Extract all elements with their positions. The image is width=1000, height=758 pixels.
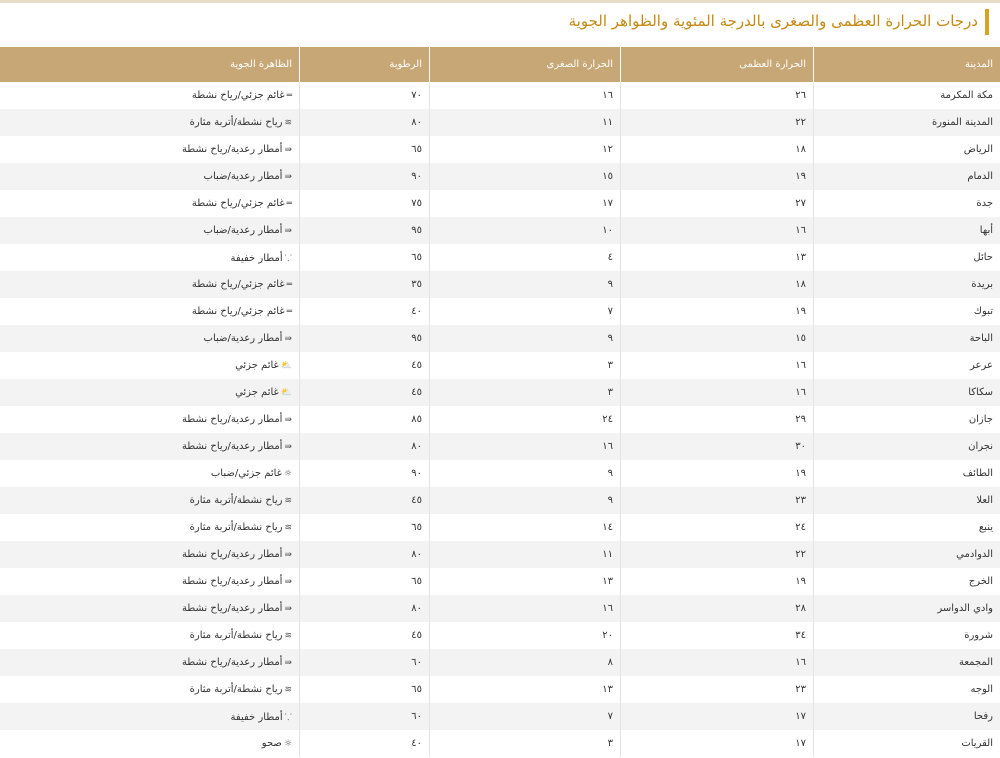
- city-cell: أبها: [813, 217, 1000, 244]
- city-cell: ينبع: [813, 514, 1000, 541]
- humidity-cell: ٦٥: [299, 676, 429, 703]
- max-temp-cell: ١٣: [620, 244, 813, 271]
- weather-cell: [0, 352, 299, 379]
- table-row: [0, 136, 1000, 163]
- min-temp-cell: ١٥: [429, 163, 620, 190]
- table-row: [0, 190, 1000, 217]
- table-row: [0, 271, 1000, 298]
- max-temp-cell: ٢٨: [620, 595, 813, 622]
- weather-text: أمطار رعدية/رياح نشطة: [181, 144, 283, 155]
- weather-text: غائم جزئي/رياح نشطة: [191, 198, 285, 209]
- rain-drops-icon: ⸪: [284, 254, 292, 264]
- min-temp-cell: ٤: [429, 244, 620, 271]
- humidity-cell: ٤٥: [299, 379, 429, 406]
- weather-text: أمطار رعدية/رياح نشطة: [181, 603, 283, 614]
- storm-wind-icon: ⇛: [284, 226, 292, 236]
- max-temp-cell: ١٧: [620, 730, 813, 757]
- weather-text: غائم جزئي: [235, 360, 279, 371]
- weather-cell: [0, 190, 299, 217]
- city-cell: العلا: [813, 487, 1000, 514]
- table-header-row: [0, 47, 1000, 82]
- sun-cloud-icon: ⛅: [280, 361, 292, 371]
- weather-text: أمطار رعدية/رياح نشطة: [181, 441, 283, 452]
- wind-lines-icon: ═: [286, 199, 292, 209]
- weather-cell: [0, 244, 299, 271]
- weather-cell: [0, 217, 299, 244]
- city-cell: الدمام: [813, 163, 1000, 190]
- max-temp-cell: ١٩: [620, 298, 813, 325]
- min-temp-cell: ١٦: [429, 433, 620, 460]
- max-temp-cell: ٢٢: [620, 109, 813, 136]
- city-cell: سكاكا: [813, 379, 1000, 406]
- max-temp-cell: ١٦: [620, 379, 813, 406]
- humidity-cell: ٤٥: [299, 622, 429, 649]
- min-temp-cell: ١٦: [429, 82, 620, 109]
- city-cell: حائل: [813, 244, 1000, 271]
- min-temp-cell: ٨: [429, 649, 620, 676]
- weather-cell: [0, 325, 299, 352]
- max-temp-cell: ١٦: [620, 352, 813, 379]
- max-temp-cell: ١٩: [620, 460, 813, 487]
- table-row: [0, 379, 1000, 406]
- column-header-max-temp: الحرارة العظمى: [620, 47, 813, 82]
- page-title: درجات الحرارة العظمى والصغرى بالدرجة المئوية والظواهر الجوية: [568, 12, 978, 30]
- min-temp-cell: ٣: [429, 379, 620, 406]
- page-header: [0, 0, 1000, 47]
- table-row: [0, 703, 1000, 730]
- dust-wind-icon: ≋: [284, 496, 292, 506]
- max-temp-cell: ٢٩: [620, 406, 813, 433]
- min-temp-cell: ٧: [429, 298, 620, 325]
- humidity-cell: ٦٠: [299, 703, 429, 730]
- city-cell: جازان: [813, 406, 1000, 433]
- min-temp-cell: ١١: [429, 541, 620, 568]
- weather-text: أمطار رعدية/ضباب: [203, 333, 283, 344]
- table-row: [0, 460, 1000, 487]
- storm-wind-icon: ⇛: [284, 172, 292, 182]
- weather-cell: [0, 730, 299, 757]
- city-cell: رفحا: [813, 703, 1000, 730]
- city-cell: القريات: [813, 730, 1000, 757]
- city-cell: وادي الدواسر: [813, 595, 1000, 622]
- max-temp-cell: ٢٣: [620, 487, 813, 514]
- max-temp-cell: ٢٦: [620, 82, 813, 109]
- min-temp-cell: ٣: [429, 730, 620, 757]
- humidity-cell: ٤٠: [299, 298, 429, 325]
- humidity-cell: ٨٥: [299, 406, 429, 433]
- humidity-cell: ٩٠: [299, 460, 429, 487]
- weather-cell: [0, 541, 299, 568]
- max-temp-cell: ٣٤: [620, 622, 813, 649]
- dust-wind-icon: ≋: [284, 118, 292, 128]
- weather-text: رياح نشطة/أتربة مثارة: [189, 684, 283, 695]
- humidity-cell: ٦٠: [299, 649, 429, 676]
- weather-cell: [0, 298, 299, 325]
- sun-icon: ☼: [283, 739, 292, 749]
- humidity-cell: ٨٠: [299, 541, 429, 568]
- humidity-cell: ٨٠: [299, 595, 429, 622]
- max-temp-cell: ٢٧: [620, 190, 813, 217]
- weather-text: أمطار رعدية/رياح نشطة: [181, 414, 283, 425]
- city-cell: بريدة: [813, 271, 1000, 298]
- column-header-humidity: الرطوبة: [299, 47, 429, 82]
- weather-cell: [0, 163, 299, 190]
- weather-table: [0, 47, 1000, 757]
- weather-text: غائم جزئي/رياح نشطة: [191, 279, 285, 290]
- table-row: [0, 622, 1000, 649]
- table-row: [0, 298, 1000, 325]
- humidity-cell: ٤٠: [299, 730, 429, 757]
- max-temp-cell: ١٩: [620, 163, 813, 190]
- humidity-cell: ٤٥: [299, 352, 429, 379]
- storm-wind-icon: ⇛: [284, 415, 292, 425]
- storm-wind-icon: ⇛: [284, 442, 292, 452]
- table-row: [0, 676, 1000, 703]
- min-temp-cell: ١٤: [429, 514, 620, 541]
- column-header-weather: الظاهرة الجوية: [0, 47, 299, 82]
- table-row: [0, 541, 1000, 568]
- city-cell: الوجه: [813, 676, 1000, 703]
- weather-cell: [0, 676, 299, 703]
- weather-text: رياح نشطة/أتربة مثارة: [189, 630, 283, 641]
- humidity-cell: ٤٥: [299, 487, 429, 514]
- weather-text: أمطار رعدية/ضباب: [203, 171, 283, 182]
- weather-cell: [0, 109, 299, 136]
- storm-wind-icon: ⇛: [284, 334, 292, 344]
- max-temp-cell: ٣٠: [620, 433, 813, 460]
- sun-cloud-icon: ⛅: [280, 388, 292, 398]
- table-row: [0, 568, 1000, 595]
- min-temp-cell: ٢٠: [429, 622, 620, 649]
- weather-cell: [0, 433, 299, 460]
- city-cell: نجران: [813, 433, 1000, 460]
- city-cell: الباحة: [813, 325, 1000, 352]
- city-cell: جدة: [813, 190, 1000, 217]
- column-header-min-temp: الحرارة الصغرى: [429, 47, 620, 82]
- city-cell: الدوادمي: [813, 541, 1000, 568]
- weather-cell: [0, 703, 299, 730]
- weather-cell: [0, 460, 299, 487]
- weather-cell: [0, 649, 299, 676]
- wind-lines-icon: ═: [286, 280, 292, 290]
- min-temp-cell: ١٧: [429, 190, 620, 217]
- weather-text: أمطار خفيفة: [230, 253, 283, 264]
- table-row: [0, 595, 1000, 622]
- humidity-cell: ٩٥: [299, 325, 429, 352]
- weather-cell: [0, 622, 299, 649]
- rain-drops-icon: ⸪: [284, 713, 292, 723]
- table-row: [0, 244, 1000, 271]
- city-cell: الرياض: [813, 136, 1000, 163]
- weather-text: أمطار خفيفة: [230, 712, 283, 723]
- dust-wind-icon: ≋: [284, 685, 292, 695]
- city-cell: مكة المكرمة: [813, 82, 1000, 109]
- max-temp-cell: ١٨: [620, 136, 813, 163]
- table-row: [0, 109, 1000, 136]
- min-temp-cell: ١٦: [429, 595, 620, 622]
- wind-lines-icon: ═: [286, 91, 292, 101]
- table-row: [0, 163, 1000, 190]
- weather-cell: [0, 595, 299, 622]
- min-temp-cell: ١٣: [429, 676, 620, 703]
- weather-text: صحو: [261, 738, 282, 749]
- min-temp-cell: ٢٤: [429, 406, 620, 433]
- min-temp-cell: ٣: [429, 352, 620, 379]
- weather-text: أمطار رعدية/رياح نشطة: [181, 576, 283, 587]
- min-temp-cell: ٩: [429, 487, 620, 514]
- dust-wind-icon: ≋: [284, 631, 292, 641]
- table-row: [0, 649, 1000, 676]
- table-row: [0, 325, 1000, 352]
- max-temp-cell: ١٦: [620, 217, 813, 244]
- humidity-cell: ٩٥: [299, 217, 429, 244]
- storm-wind-icon: ⇛: [284, 658, 292, 668]
- weather-cell: [0, 379, 299, 406]
- storm-wind-icon: ⇛: [284, 577, 292, 587]
- humidity-cell: ٧٥: [299, 190, 429, 217]
- sun-fog-icon: ☼: [283, 469, 292, 479]
- column-header-city: المدينة: [813, 47, 1000, 82]
- city-cell: المجمعة: [813, 649, 1000, 676]
- max-temp-cell: ٢٤: [620, 514, 813, 541]
- max-temp-cell: ٢٣: [620, 676, 813, 703]
- weather-text: غائم جزئي/رياح نشطة: [191, 306, 285, 317]
- max-temp-cell: ١٧: [620, 703, 813, 730]
- max-temp-cell: ٢٢: [620, 541, 813, 568]
- table-row: [0, 352, 1000, 379]
- min-temp-cell: ١١: [429, 109, 620, 136]
- weather-cell: [0, 487, 299, 514]
- weather-text: غائم جزئي: [235, 387, 279, 398]
- humidity-cell: ٦٥: [299, 568, 429, 595]
- table-row: [0, 487, 1000, 514]
- humidity-cell: ٦٥: [299, 244, 429, 271]
- weather-text: غائم جزئي/رياح نشطة: [191, 90, 285, 101]
- weather-cell: [0, 82, 299, 109]
- table-row: [0, 82, 1000, 109]
- humidity-cell: ٨٠: [299, 433, 429, 460]
- city-cell: تبوك: [813, 298, 1000, 325]
- storm-wind-icon: ⇛: [284, 604, 292, 614]
- humidity-cell: ٩٠: [299, 163, 429, 190]
- city-cell: الطائف: [813, 460, 1000, 487]
- weather-cell: [0, 271, 299, 298]
- storm-wind-icon: ⇛: [284, 145, 292, 155]
- city-cell: عرعر: [813, 352, 1000, 379]
- weather-text: أمطار رعدية/رياح نشطة: [181, 549, 283, 560]
- weather-text: رياح نشطة/أتربة مثارة: [189, 522, 283, 533]
- min-temp-cell: ٩: [429, 271, 620, 298]
- humidity-cell: ٣٥: [299, 271, 429, 298]
- min-temp-cell: ١٢: [429, 136, 620, 163]
- humidity-cell: ٧٠: [299, 82, 429, 109]
- humidity-cell: ٨٠: [299, 109, 429, 136]
- storm-wind-icon: ⇛: [284, 550, 292, 560]
- table-row: [0, 217, 1000, 244]
- humidity-cell: ٦٥: [299, 514, 429, 541]
- table-row: [0, 730, 1000, 757]
- weather-text: أمطار رعدية/ضباب: [203, 225, 283, 236]
- weather-cell: [0, 514, 299, 541]
- weather-text: أمطار رعدية/رياح نشطة: [181, 657, 283, 668]
- max-temp-cell: ١٥: [620, 325, 813, 352]
- min-temp-cell: ٧: [429, 703, 620, 730]
- table-row: [0, 433, 1000, 460]
- weather-cell: [0, 568, 299, 595]
- city-cell: الخرج: [813, 568, 1000, 595]
- city-cell: المدينة المنورة: [813, 109, 1000, 136]
- max-temp-cell: ١٦: [620, 649, 813, 676]
- dust-wind-icon: ≋: [284, 523, 292, 533]
- min-temp-cell: ٩: [429, 460, 620, 487]
- weather-text: رياح نشطة/أتربة مثارة: [189, 117, 283, 128]
- humidity-cell: ٦٥: [299, 136, 429, 163]
- weather-text: رياح نشطة/أتربة مثارة: [189, 495, 283, 506]
- table-row: [0, 406, 1000, 433]
- title-accent-bar: [985, 9, 989, 35]
- table-body: [0, 82, 1000, 757]
- weather-text: غائم جزئي/ضباب: [210, 468, 282, 479]
- min-temp-cell: ٩: [429, 325, 620, 352]
- min-temp-cell: ١٠: [429, 217, 620, 244]
- weather-cell: [0, 406, 299, 433]
- min-temp-cell: ١٣: [429, 568, 620, 595]
- max-temp-cell: ١٨: [620, 271, 813, 298]
- table-row: [0, 514, 1000, 541]
- max-temp-cell: ١٩: [620, 568, 813, 595]
- city-cell: شرورة: [813, 622, 1000, 649]
- wind-lines-icon: ═: [286, 307, 292, 317]
- weather-cell: [0, 136, 299, 163]
